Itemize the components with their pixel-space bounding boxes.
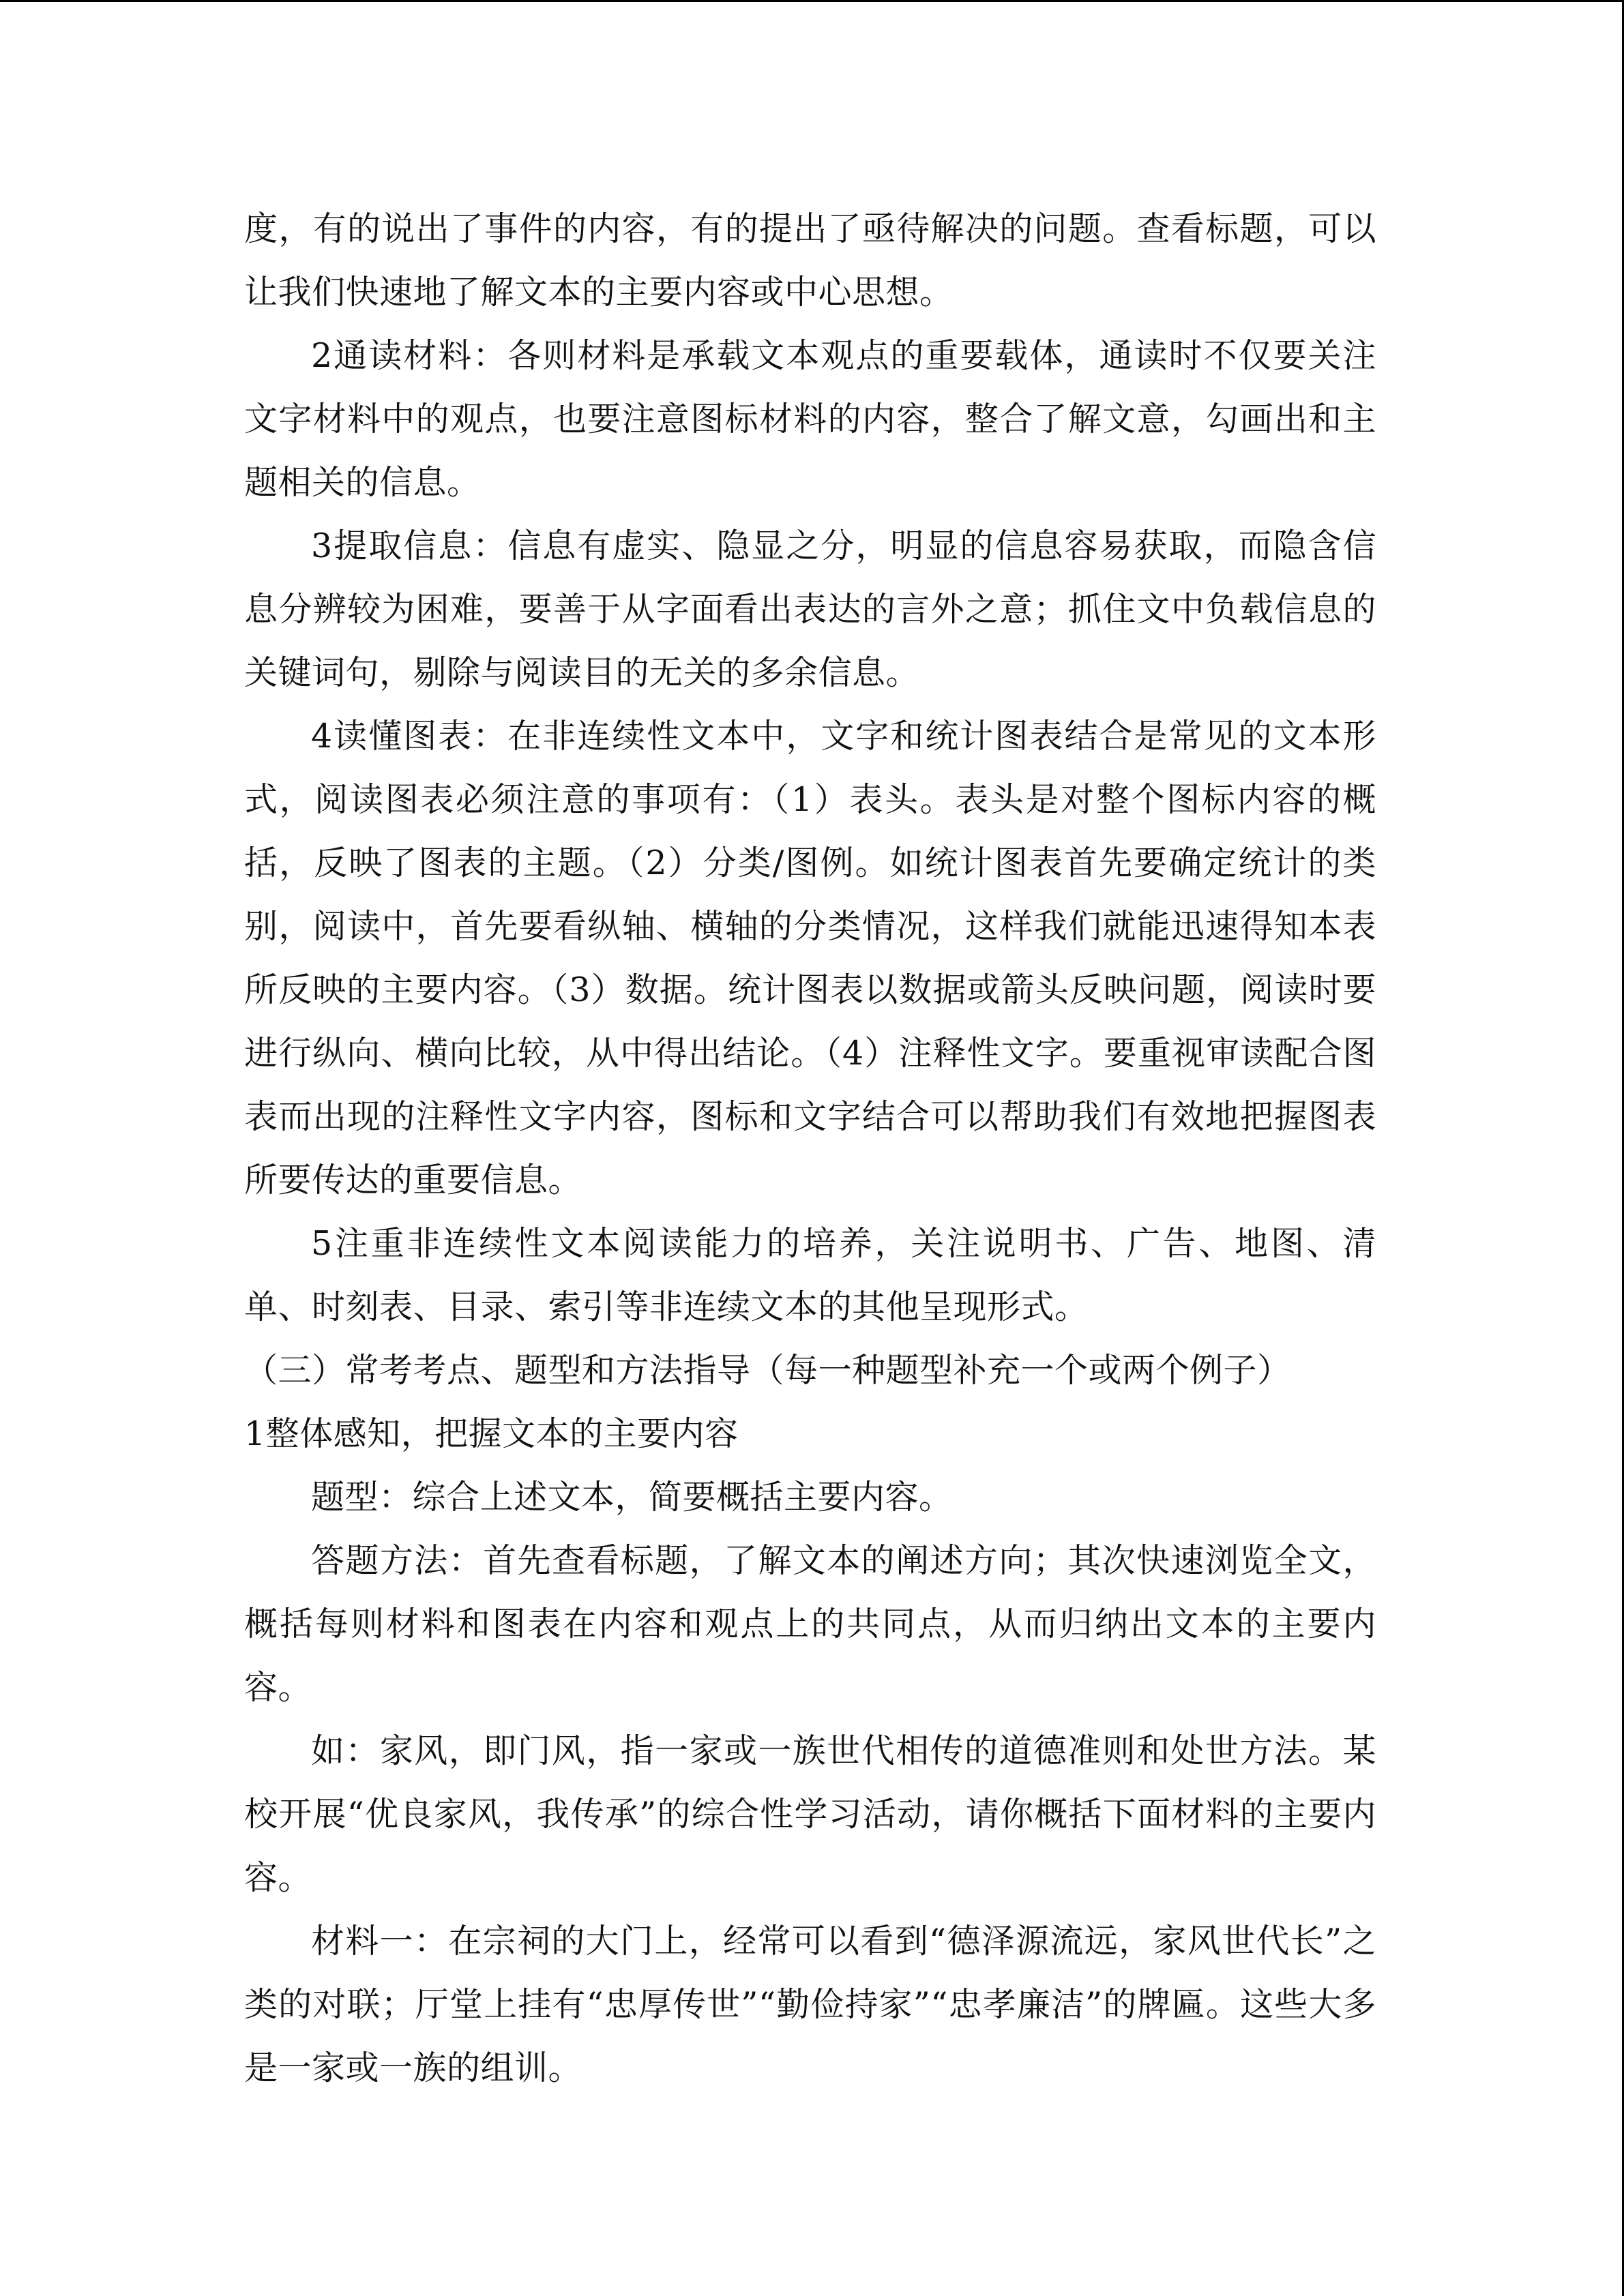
paragraph-answer-method: 答题方法：首先查看标题，了解文本的阐述方向；其次快速浏览全文，概括每则材料和图表在内容和观点上的共同点，从而归纳出文本的主要内容。 [244,1541,1376,1707]
section-heading-exam-points: （三）常考考点、题型和方法指导（每一种题型补充一个或两个例子） [244,1351,1291,1390]
paragraph-question-type: 题型：综合上述文本，简要概括主要内容。 [311,1478,953,1517]
subheading-overall-perception: 1整体感知，把握文本的主要内容 [244,1414,739,1453]
paragraph-read-materials: 2通读材料：各则材料是承载文本观点的重要载体，通读时不仅要关注文字材料中的观点，也要注意图标材料的内容，整合了解文意，勾画出和主题相关的信息。 [244,336,1376,502]
document-body [244,197,1376,2100]
paragraph-noncontinuous-text: 5注重非连续性文本阅读能力的培养，关注说明书、广告、地图、清单、时刻表、目录、索引等非连续文本的其他呈现形式。 [244,1224,1376,1326]
paragraph-extract-information: 3提取信息：信息有虚实、隐显之分，明显的信息容易获取，而隐含信息分辨较为困难，要善于从字面看出表达的言外之意；抓住文中负载信息的关键词句，剔除与阅读目的无关的多余信息。 [244,526,1376,692]
paragraph-read-charts: 4读懂图表：在非连续性文本中，文字和统计图表结合是常见的文本形式，阅读图表必须注意的事项有：（1）表头。表头是对整个图标内容的概括，反映了图表的主题。（2）分类/图例。如统计图表首先要确定统计的类别，阅读中，首先要看纵轴、横轴的分类情况，这样我们就能迅速得知本表所反映的主要内容。（3）数据。统计图表以数据或箭头反映问题，阅读时要进行纵向、横向比较，从中得出结论。（4）注释性文字。要重视审读配合图表而出现的注释性文字内容，图标和文字结合可以帮助我们有效地把握图表所要传达的重要信息。 [244,717,1376,1199]
paragraph-material-one: 材料一：在宗祠的大门上，经常可以看到“德泽源流远，家风世代长”之类的对联；厅堂上挂有“忠厚传世”“勤俭持家”“忠孝廉洁”的牌匾。这些大多是一家或一族的组训。 [244,1922,1376,2087]
paragraph-example-family-tradition: 如：家风，即门风，指一家或一族世代相传的道德准则和处世方法。某校开展“优良家风，我传承”的综合性学习活动，请你概括下面材料的主要内容。 [244,1731,1376,1897]
paragraph-intro-continuation: 度，有的说出了事件的内容，有的提出了亟待解决的问题。查看标题，可以让我们快速地了解文本的主要内容或中心思想。 [244,209,1376,312]
